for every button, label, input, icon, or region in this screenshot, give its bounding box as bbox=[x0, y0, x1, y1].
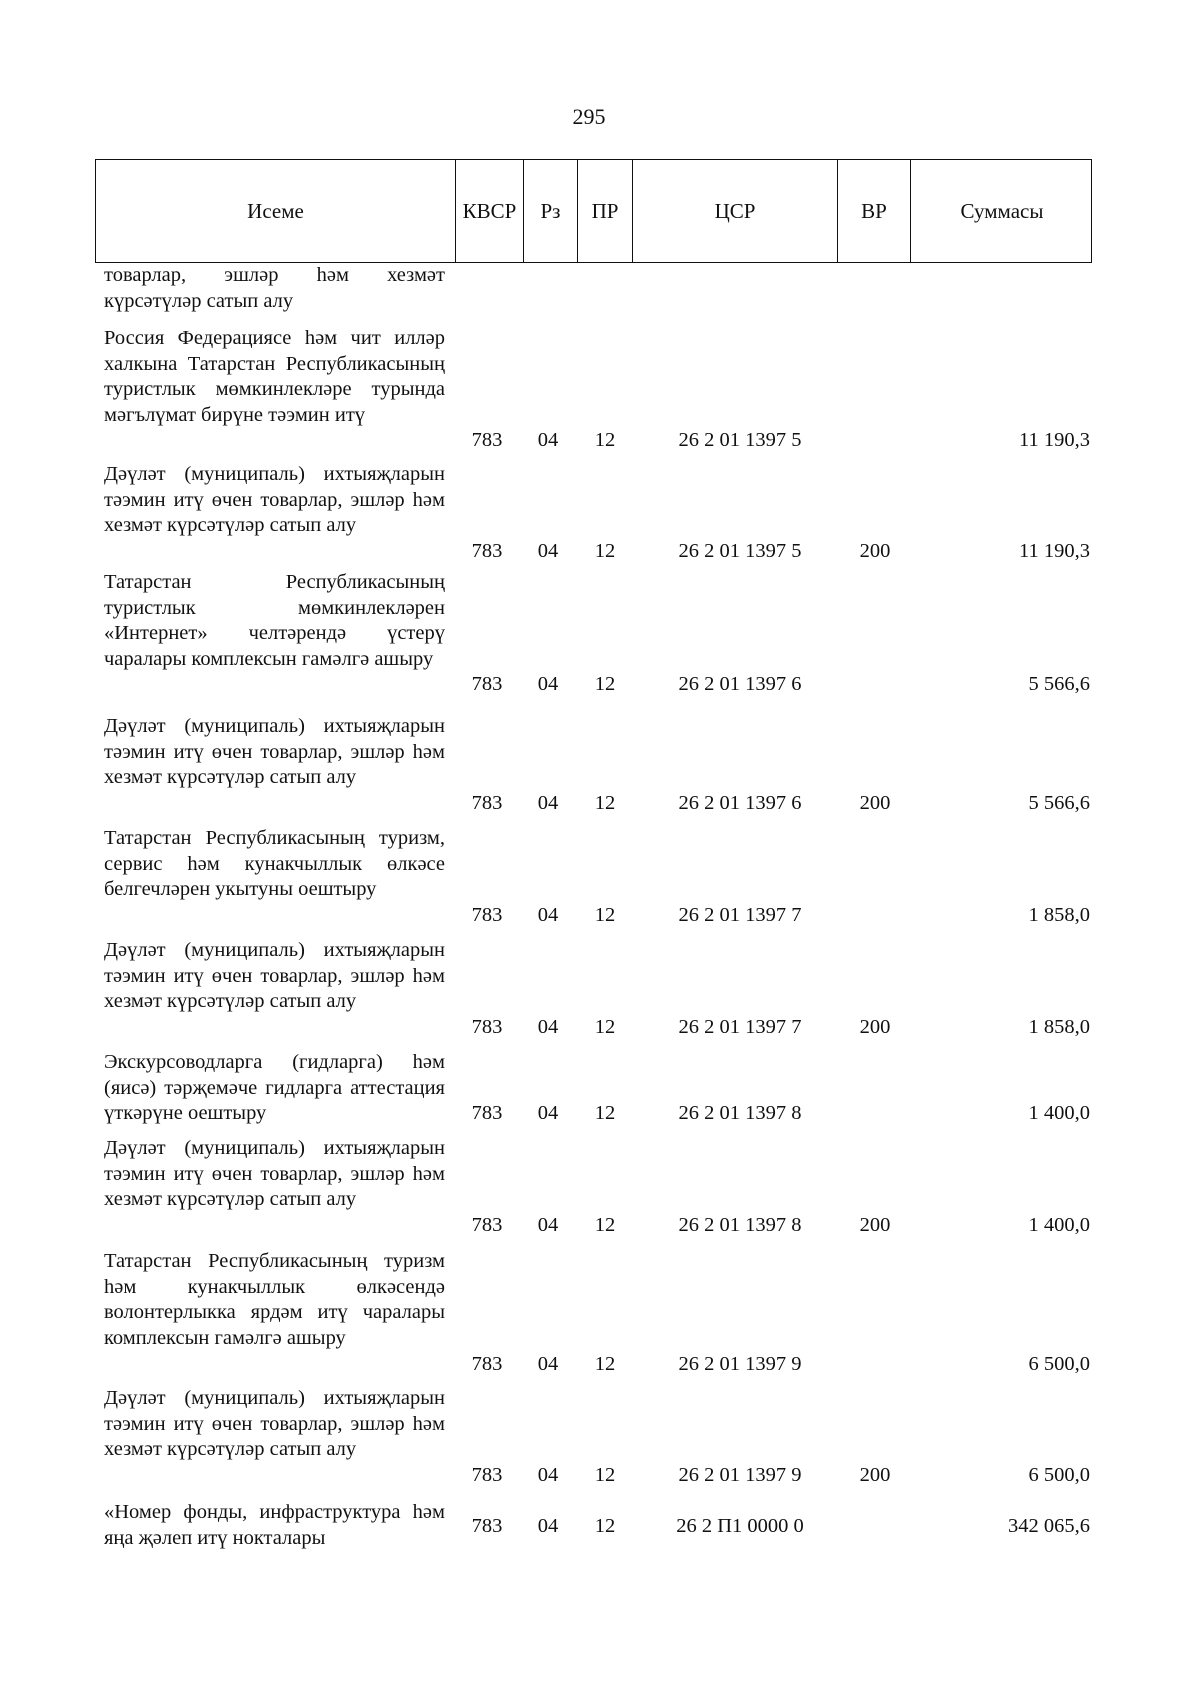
row-rz: 04 bbox=[537, 792, 559, 814]
row-csr: 26 2 01 1397 6 bbox=[678, 673, 802, 695]
row-name: Экскурсоводларга (гидларга) һәм (яисә) тәрҗемәче гидларга аттестация үткәрүне оештыру bbox=[104, 1051, 445, 1125]
table-row bbox=[0, 708, 1200, 820]
column-header-name: Исеме bbox=[96, 160, 456, 262]
row-pr: 12 bbox=[594, 1102, 616, 1124]
row-kvsr: 783 bbox=[471, 904, 503, 926]
row-name: Россия Федерациясе һәм чит илләр халкына Татарстан Республикасының туристлык мөмкинлекләре турында мәгълүмат бирүне тәэмин итү bbox=[104, 327, 445, 426]
row-kvsr: 783 bbox=[471, 1353, 503, 1375]
row-vr: 200 bbox=[859, 1214, 891, 1236]
table-row bbox=[0, 314, 1200, 456]
row-kvsr: 783 bbox=[471, 540, 503, 562]
row-sum: 11 190,3 bbox=[1019, 540, 1090, 562]
table-row bbox=[0, 932, 1200, 1044]
row-kvsr: 783 bbox=[471, 429, 503, 451]
row-rz: 04 bbox=[537, 1214, 559, 1236]
row-pr: 12 bbox=[594, 1214, 616, 1236]
table-row bbox=[0, 1044, 1200, 1130]
row-sum: 1 400,0 bbox=[1028, 1102, 1090, 1124]
row-sum: 6 500,0 bbox=[1028, 1353, 1090, 1375]
row-name: Татарстан Республикасының туризм, сервис һәм кунакчыллык өлкәсе белгечләрен укытуны оештыру bbox=[104, 827, 445, 901]
row-kvsr: 783 bbox=[471, 1102, 503, 1124]
row-name: Дәүләт (муниципаль) ихтыяҗларын тәэмин итү өчен товарлар, эшләр һәм хезмәт күрсәтүләр сатып алу bbox=[104, 1387, 445, 1461]
row-csr: 26 2 01 1397 8 bbox=[678, 1214, 802, 1236]
table-row bbox=[0, 1243, 1200, 1381]
row-pr: 12 bbox=[594, 540, 616, 562]
row-pr: 12 bbox=[594, 673, 616, 695]
row-pr: 12 bbox=[594, 1353, 616, 1375]
row-rz: 04 bbox=[537, 1353, 559, 1375]
row-rz: 04 bbox=[537, 1515, 559, 1537]
row-vr: 200 bbox=[859, 792, 891, 814]
row-vr: 200 bbox=[859, 540, 891, 562]
row-pr: 12 bbox=[594, 904, 616, 926]
row-csr: 26 2 01 1397 7 bbox=[678, 904, 802, 926]
row-name: Дәүләт (муниципаль) ихтыяҗларын тәэмин итү өчен товарлар, эшләр һәм хезмәт күрсәтүләр сатып алу bbox=[104, 939, 445, 1013]
row-sum: 342 065,6 bbox=[1008, 1515, 1090, 1537]
column-header-sum: Суммасы bbox=[960, 198, 1044, 223]
row-kvsr: 783 bbox=[471, 673, 503, 695]
row-rz: 04 bbox=[537, 904, 559, 926]
row-csr: 26 2 01 1397 9 bbox=[678, 1464, 802, 1486]
row-pr: 12 bbox=[594, 1515, 616, 1537]
row-name: товарлар, эшләр һәм хезмәт күрсәтүләр сатып алу bbox=[104, 264, 445, 312]
row-kvsr: 783 bbox=[471, 1515, 503, 1537]
row-sum: 6 500,0 bbox=[1028, 1464, 1090, 1486]
column-header-csr: ЦСР bbox=[633, 160, 838, 262]
row-rz: 04 bbox=[537, 1016, 559, 1038]
table-row bbox=[0, 568, 1200, 708]
row-vr: 200 bbox=[859, 1016, 891, 1038]
column-header-kvsr: КВСР bbox=[456, 160, 524, 262]
row-kvsr: 783 bbox=[471, 792, 503, 814]
table-row bbox=[0, 1130, 1200, 1243]
row-csr: 26 2 01 1397 5 bbox=[678, 429, 802, 451]
row-rz: 04 bbox=[537, 429, 559, 451]
row-kvsr: 783 bbox=[471, 1016, 503, 1038]
row-rz: 04 bbox=[537, 1102, 559, 1124]
row-name: «Номер фонды, инфраструктура һәм яңа җәлеп итү нокталары bbox=[104, 1501, 445, 1549]
table-row bbox=[0, 820, 1200, 932]
table-body bbox=[0, 263, 1200, 1560]
page-number: 295 bbox=[572, 104, 606, 129]
row-name: Татарстан Республикасының туризм һәм кунакчыллык өлкәсендә волонтерлыкка ярдәм итү чаралары комплексын гамәлгә ашыру bbox=[104, 1250, 445, 1349]
column-header-vr: ВР bbox=[838, 160, 911, 262]
row-pr: 12 bbox=[594, 1016, 616, 1038]
row-sum: 1 400,0 bbox=[1028, 1214, 1090, 1236]
row-rz: 04 bbox=[537, 540, 559, 562]
row-sum: 11 190,3 bbox=[1019, 429, 1090, 451]
row-sum: 5 566,6 bbox=[1028, 673, 1090, 695]
row-kvsr: 783 bbox=[471, 1214, 503, 1236]
row-name: Дәүләт (муниципаль) ихтыяҗларын тәэмин итү өчен товарлар, эшләр һәм хезмәт күрсәтүләр сатып алу bbox=[104, 463, 445, 537]
table-row bbox=[0, 1500, 1200, 1560]
row-pr: 12 bbox=[594, 792, 616, 814]
row-pr: 12 bbox=[594, 1464, 616, 1486]
table-row bbox=[0, 456, 1200, 568]
row-rz: 04 bbox=[537, 1464, 559, 1486]
column-header-pr: ПР bbox=[578, 160, 633, 262]
row-vr: 200 bbox=[859, 1464, 891, 1486]
row-sum: 1 858,0 bbox=[1028, 1016, 1090, 1038]
row-pr: 12 bbox=[594, 429, 616, 451]
row-sum: 5 566,6 bbox=[1028, 792, 1090, 814]
table-row bbox=[0, 1381, 1200, 1500]
row-name: Татарстан Республикасының туристлык мөмкинлекләрен «Интернет» челтәрендә үстерү чаралары комплексын гамәлгә ашыру bbox=[104, 571, 445, 670]
row-csr: 26 2 01 1397 7 bbox=[678, 1016, 802, 1038]
row-csr: 26 2 П1 0000 0 bbox=[676, 1515, 804, 1537]
row-csr: 26 2 01 1397 6 bbox=[678, 792, 802, 814]
row-name: Дәүләт (муниципаль) ихтыяҗларын тәэмин итү өчен товарлар, эшләр һәм хезмәт күрсәтүләр сатып алу bbox=[104, 715, 445, 789]
row-kvsr: 783 bbox=[471, 1464, 503, 1486]
row-name: Дәүләт (муниципаль) ихтыяҗларын тәэмин итү өчен товарлар, эшләр һәм хезмәт күрсәтүләр сатып алу bbox=[104, 1137, 445, 1211]
row-csr: 26 2 01 1397 9 bbox=[678, 1353, 802, 1375]
row-csr: 26 2 01 1397 8 bbox=[678, 1102, 802, 1124]
row-rz: 04 bbox=[537, 673, 559, 695]
table-header bbox=[95, 159, 1092, 263]
row-csr: 26 2 01 1397 5 bbox=[678, 540, 802, 562]
table-row bbox=[0, 263, 1200, 314]
column-header-rz: Рз bbox=[524, 160, 578, 262]
row-sum: 1 858,0 bbox=[1028, 904, 1090, 926]
